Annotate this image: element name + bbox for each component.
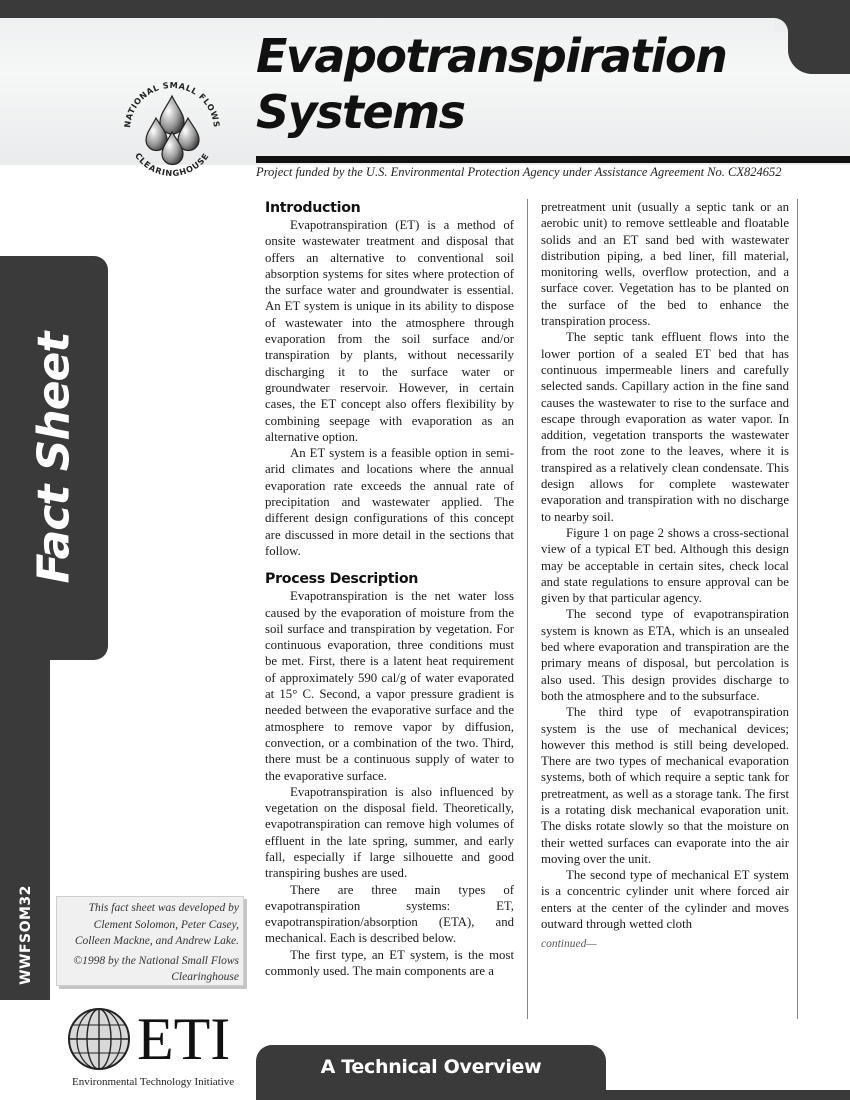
paragraph: The second type of evapotranspiration system is known as ETA, which is an unsealed bed where evaporation and transpiration are the primary means of disposal, but percolation is also used. This design provides discharge to both the atmosphere and to the subsurface.: [541, 607, 789, 703]
header-top-bar: [0, 0, 850, 18]
footer-tab: [256, 1045, 606, 1100]
column-divider-right: [797, 199, 798, 1019]
intro-heading: Introduction: [265, 200, 361, 216]
page-title: Evapotranspiration Systems: [256, 29, 727, 139]
paragraph: Evapotranspiration is also influenced by vegetation on the disposal field. Theoretically, evapotranspiration can remove high volumes of effluent in the late spring, summer, and early fall, especially if large silhouette and good transpiring bushes are used.: [265, 784, 514, 881]
paragraph: The septic tank effluent flows into the lower portion of a sealed ET bed that has continuous impermeable liners and carefully selected sands. Capillary action in the fine sand causes the wastewater to rise to the surface and escape through evaporation as water vapor. In addition, vegetation transports the wastewater from the root zone to the leaves, where it is transpired as a relatively clean condensate. This design allows for complete wastewater evaporation and transpiration with no discharge to nearby soil.: [541, 330, 789, 524]
continued-note: continued—: [541, 938, 597, 951]
process-heading: Process Description: [265, 571, 419, 588]
column-divider: [527, 199, 528, 1019]
paragraph: Evapotranspiration is the net water loss caused by the evaporation of moisture from the soil surface and transpiration by vegetation. For continuous evaporation, three conditions must be met. First, there is a latent heat requirement of approximately 590 cal/g of water evaporated at 15° C. Second, a vapor pressure gradient is needed between the evaporative surface and the atmosphere to remove vapor by diffusion, convection, or a combination of the two. Third, there must be a continuous supply of water to the evaporative surface.: [265, 589, 514, 783]
paragraph: pretreatment unit (usually a septic tank or an aerobic unit) to remove settleable and floatable solids and an ET sand bed with wastewater distribution piping, a bed liner, fill material, monitoring wells, overflow protection, and a surface cover. Vegetation has to be planted on the surface of the bed to enhance the transpiration process.: [541, 200, 789, 329]
clearinghouse-logo: [116, 72, 228, 184]
column-left: [265, 199, 514, 979]
credit-box: [56, 896, 244, 986]
paragraph: The third type of evapotranspiration system is the use of mechanical devices; however this method is still being developed. There are two types of mechanical evaporation systems, both of which require a septic tank for pretreatment, as well as a storage tank. The first is a rotating disk mechanical evaporation unit. The disks rotate slowly so that the moisture on their wetted surfaces can evaporate into the air moving over the unit.: [541, 705, 789, 866]
eti-wordmark: ETI: [137, 1006, 231, 1072]
globe-icon: [66, 1006, 132, 1072]
credit-copyright: ©1998 by the National Small Flows Clearinghouse: [73, 954, 239, 983]
document-code: WWFSOM32: [18, 885, 34, 985]
fact-sheet-label: Fact Sheet: [28, 332, 80, 584]
logo-ring-text-top: NATIONAL SMALL FLOWS: [121, 79, 223, 129]
water-drops-icon: [146, 96, 199, 165]
title-rule: [256, 156, 850, 163]
paragraph: Figure 1 on page 2 shows a cross-sectional view of a typical ET bed. Although this design may be acceptable in certain sites, check local and state regulations to ensure approval can be given by that particular agency.: [541, 525, 789, 606]
footer-tab-label: A Technical Overview: [320, 1056, 542, 1078]
credit-authors: This fact sheet was developed by Clement Solomon, Peter Casey, Colleen Mackne, and Andrew Lake.: [74, 902, 239, 947]
paragraph: The second type of mechanical ET system is a concentric cylinder unit where forced air enters at the center of the cylinder and moves outward through wetted cloth: [541, 868, 789, 932]
column-right: [541, 199, 789, 953]
paragraph: An ET system is a feasible option in semi-arid climates and locations where the annual evaporation rate exceeds the annual rate of precipitation and wastewater applied. The different design configurations of this concept are discussed in more detail in the sections that follow.: [265, 446, 514, 558]
eti-subtitle: Environmental Technology Initiative: [72, 1076, 235, 1088]
funding-note: Project funded by the U.S. Environmental Protection Agency under Assistance Agreement No. CX824652: [256, 165, 782, 179]
logo-ring-text-bottom: CLEARINGHOUSE: [133, 150, 211, 179]
paragraph: Evapotranspiration (ET) is a method of onsite wastewater treatment and disposal that offers an alternative to conventional soil absorption systems for sites where protection of the surface water and groundwater is essential. An ET system is unique in its ability to dispose of wastewater into the atmosphere through evaporation from the soil surface and/or transpiration by plants, without necessarily discharging it to the surface water or groundwater reservoir. However, in certain cases, the ET concept also offers flexibility by combining seepage with evaporation as an alternative option.: [265, 218, 514, 444]
paragraph: The first type, an ET system, is the most commonly used. The main components are a: [265, 947, 514, 979]
paragraph: There are three main types of evapotranspiration systems: ET, evapotranspiration/absorption (ETA), and mechanical. Each is described below.: [265, 882, 514, 946]
